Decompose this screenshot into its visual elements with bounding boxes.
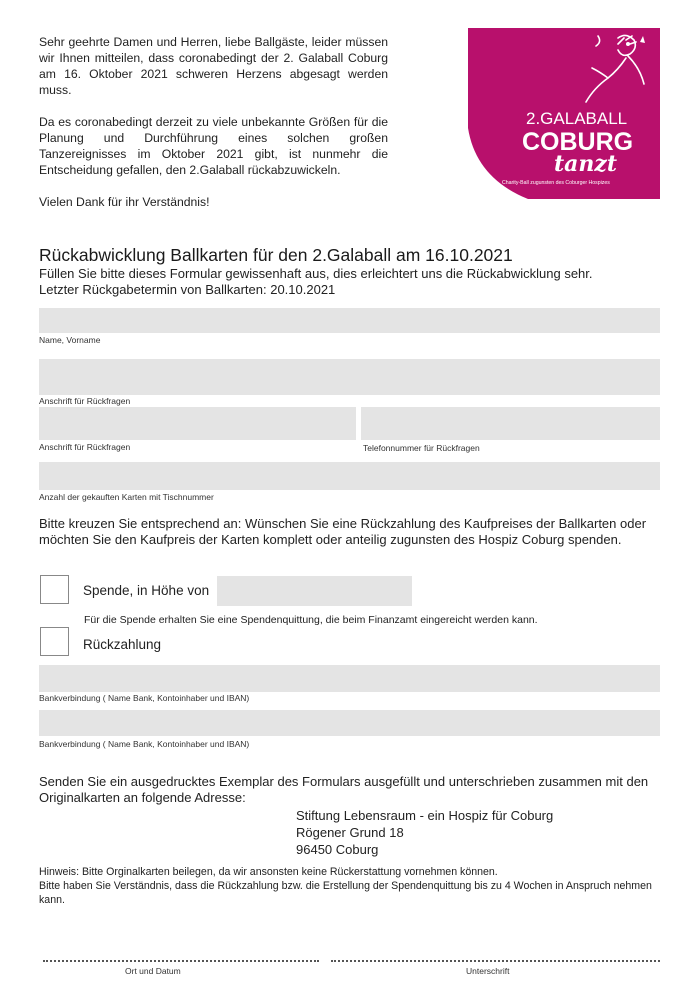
- form-subtitle-line-1: Füllen Sie bitte dieses Formular gewissenhaft aus, dies erleichtert uns die Rückabwicklung sehr.: [39, 266, 593, 281]
- logo-graphic: [468, 28, 660, 199]
- address-line-3: 96450 Coburg: [296, 842, 379, 857]
- form-subtitle: [39, 266, 593, 298]
- address-line-2: Rögener Grund 18: [296, 825, 404, 840]
- logo-line-3: tanzt: [554, 151, 618, 177]
- intro-text: [39, 34, 388, 226]
- address-field-1[interactable]: [39, 359, 660, 395]
- refund-checkbox[interactable]: [40, 627, 69, 656]
- phone-field[interactable]: [361, 407, 660, 440]
- galaball-logo: [468, 28, 660, 199]
- bank-label-1: Bankverbindung ( Name Bank, Kontoinhaber und IBAN): [39, 693, 250, 703]
- address-label-2: Anschrift für Rückfragen: [39, 442, 131, 452]
- address-label-1: Anschrift für Rückfragen: [39, 396, 131, 406]
- logo-tagline: Charity-Ball zugunsten des Coburger Hospizes: [502, 180, 610, 186]
- hint-line-1: Hinweis: Bitte Orginalkarten beilegen, da wir ansonsten keine Rückerstattung vornehmen können.: [39, 866, 498, 878]
- name-label: Name, Vorname: [39, 335, 101, 345]
- signature-line[interactable]: [331, 960, 660, 962]
- signature-label: Unterschrift: [466, 966, 510, 976]
- address-line-1: Stiftung Lebensraum - ein Hospiz für Coburg: [296, 808, 554, 823]
- mailing-address: [296, 807, 553, 858]
- phone-label: Telefonnummer für Rückfragen: [363, 443, 480, 453]
- bank-field-1[interactable]: [39, 665, 660, 692]
- hint-line-2: Bitte haben Sie Verständnis, dass die Rückzahlung bzw. die Erstellung der Spendenquittung bis zu 4 Wochen in Anspruch nehmen kann.: [39, 880, 652, 906]
- intro-paragraph-2: Da es coronabedingt derzeit zu viele unbekannte Größen für die Planung und Durchführung eines solchen großen Tanzereignisses im Oktober 2021 gibt, ist nunmehr die Entscheidung gefallen, den 2.Galaball rückabzuwickeln.: [39, 115, 388, 177]
- donation-label: Spende, in Höhe von: [83, 583, 210, 598]
- form-title: Rückabwicklung Ballkarten für den 2.Galaball am 16.10.2021: [39, 245, 513, 265]
- place-date-label: Ort und Datum: [125, 966, 181, 976]
- intro-paragraph-3: Vielen Dank für ihr Verständnis!: [39, 195, 210, 209]
- tickets-field[interactable]: [39, 462, 660, 490]
- form-subtitle-line-2: Letzter Rückgabetermin von Ballkarten: 20.10.2021: [39, 282, 336, 297]
- name-field[interactable]: [39, 308, 660, 333]
- donation-note: Für die Spende erhalten Sie eine Spendenquittung, die beim Finanzamt eingereicht werden kann.: [84, 614, 538, 626]
- logo-line-2: COBURG: [522, 128, 634, 156]
- refund-label: Rückzahlung: [83, 637, 162, 652]
- intro-paragraph-1: Sehr geehrte Damen und Herren, liebe Ballgäste, leider müssen wir Ihnen mitteilen, dass coronabedingt der 2. Galaball Coburg am 16. Oktober 2021 schweren Herzens abgesagt werden muss.: [39, 35, 388, 97]
- hint-text: [39, 865, 679, 907]
- instruction-text: Bitte kreuzen Sie entsprechend an: Wünschen Sie eine Rückzahlung des Kaufpreises der Ballkarten oder möchten Sie den Kaufpreis der Karten komplett oder anteilig zugunsten des Hospiz Coburg spenden.: [39, 516, 647, 547]
- bank-field-2[interactable]: [39, 710, 660, 736]
- donation-amount-field[interactable]: [217, 576, 412, 606]
- place-date-line[interactable]: [43, 960, 319, 962]
- logo-line-1: 2.GALABALL: [526, 109, 628, 128]
- send-instructions: Senden Sie ein ausgedrucktes Exemplar des Formulars ausgefüllt und unterschrieben zusammen mit den Originalkarten an folgende Adresse:: [39, 774, 649, 805]
- donation-checkbox[interactable]: [40, 575, 69, 604]
- address-field-2[interactable]: [39, 407, 356, 440]
- tickets-label: Anzahl der gekauften Karten mit Tischnummer: [39, 492, 214, 502]
- bank-label-2: Bankverbindung ( Name Bank, Kontoinhaber und IBAN): [39, 739, 250, 749]
